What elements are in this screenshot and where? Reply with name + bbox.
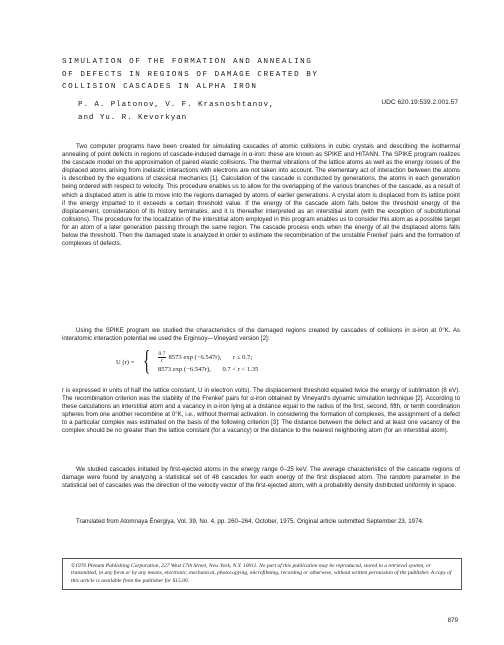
- equation-row-1-condition: r ≤ 0.7;: [232, 354, 253, 361]
- equation-row-1: [158, 351, 252, 364]
- fraction-denominator: r: [161, 358, 163, 364]
- equation-fraction: [158, 351, 166, 364]
- copyright-notice: ©1976 Plenum Publishing Corporation, 227 West 17th Street, New York, N.Y. 10011. No part of this publication may be reproduced, stored in a retrieval system, or transmitted, in any form or by any means, electronic, mechanical, photocopying, microfilming, recording or otherwise, without written permission of the publisher. A copy of this article is available from the publisher for $15.00.: [62, 558, 462, 590]
- body-paragraph-1: Two computer programs have been created for simulating cascades of atomic collisions in cubic crystals and describing the isothermal annealing of point defects in regions of cascade-induced damage in α-iron: these are known as SPIKE and HITANN. The SPIKE program realizes the cascade model on the approximation of paired elastic collisions. The thermal vibrations of the lattice atoms as well as the energy losses of the displaced atoms arising from inelastic interactions with electrons are not taken into account. The elementary act of interaction between the atoms is described by the equations of classical mechanics [1]. Calculation of the cascade is conducted by generations, the atoms in each generation being ordered with respect to velocity. This procedure enables us to allow for the overlapping of the various branches of the cascade, as a result of which a displaced atom is able to move into the regions damaged by atoms of earlier generations. A crystal atom is displaced from its lattice point if the energy imparted to it exceeds a certain threshold value. If the energy of the cascade atom falls below the threshold energy of the displacement, consideration of its history terminates, and it is thereafter interpreted as an interstitial atom (with the exception of substitutional collisions). The procedure for the localization of the interstitial atom employed in this program enables us to consider this atom as a possible target for an atom of a later generation passing through the same region. The cascade process ends when the energy of all the displaced atoms falls below the threshold. Then the damaged state is analyzed in order to estimate the recombination of the unstable Frenkel' pairs and the formation of complexes of defects.: [62, 143, 460, 248]
- article-authors: P. A. Platonov, V. F. Krasnoshtanov, and Yu. R. Kevorkyan: [78, 101, 275, 122]
- fraction-numerator: 0.7: [158, 351, 166, 357]
- potential-equation: [116, 346, 396, 379]
- equation-lhs: U (r) =: [116, 359, 135, 366]
- equation-row-2-expression: 8573 exp (−6.547r),: [158, 366, 211, 373]
- equation-row-2-condition: 0.7 < r < 1.35: [222, 366, 259, 373]
- article-title: SIMULATION OF THE FORMATION AND ANNEALING OF DEFECTS IN REGIONS OF DAMAGE CREATED BY COLLISION CASCADES IN ALPHA IRON: [62, 58, 319, 91]
- equation-row-2: [158, 366, 258, 373]
- translation-note: Translated from Atomnaya Énergiya, Vol. 39, No. 4, pp. 260–264, October, 1975. Original article submitted September 23, 1974.: [76, 518, 424, 525]
- udc-code: UDC 620.19:539.2.001.57: [381, 99, 458, 106]
- body-paragraph-2: Using the SPIKE program we studied the characteristics of the damaged regions created by cascades of collisions in α-iron at 0°K. As interatomic interaction potential we used the Erginsoy—Vineyard version [2]:: [62, 327, 460, 343]
- body-paragraph-4: We studied cascades initiated by first-ejected atoms in the energy range 0–25 keV. The average characteristics of the cascade regions of damage were found by analyzing a statistical set of 48 cascades for each energy of the first displaced atom. The random parameter in the statistical set of cascades was the direction of the velocity vector of the first-ejected atom, with a probability density distributed uniformly in space.: [62, 466, 460, 490]
- body-paragraph-3: r is expressed in units of half the lattice constant, U in electron volts). The displacement threshold equaled twice the energy of sublimation (8 eV). The recombination criterion was the stability of the Frenkel' pairs for α-iron obtained by Vineyard's dynamic simulation technique [2]. According to these calculations an interstitial atom and a vacancy in α-iron lying at a distance equal to the radius of the first, second, fifth, or tenth coordination spheres from one another recombine at 0°K, i.e., without thermal activation. In considering the formation of complexes, the assignment of a defect to a particular complex was estimated on the basis of the following criterion [3]: The distance between the defect and at least one vacancy of the complex should be no greater than the lattice constant (for a vacancy) or the distance to the nearest neighboring atom (for an interstitial atom).: [62, 387, 460, 435]
- equation-row-1-expression: 8573 exp (−6.547r),: [168, 354, 222, 361]
- equation-brace: {: [143, 346, 151, 377]
- page-number: 879: [447, 617, 458, 624]
